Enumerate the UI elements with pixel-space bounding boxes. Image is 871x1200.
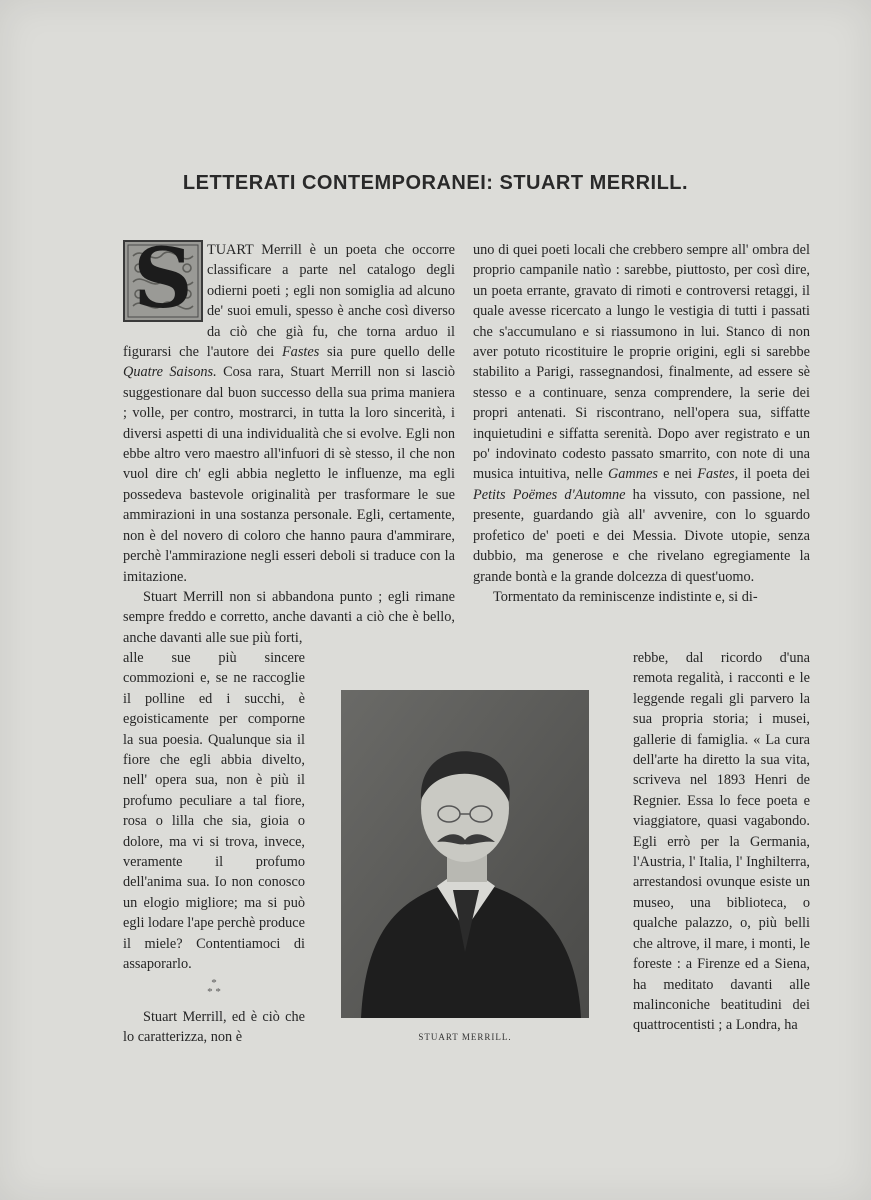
photo-caption: STUART MERRILL. (418, 1032, 512, 1042)
paragraph: alle sue più sincere commozioni e, se ne raccoglie il polline ed i succhi, è egoisticamente per comporne la sua poesia. Qualunque sia il fiore che egli abbia divelto, nell' opera sua, non è più il profumo peculiare a tal fiore, rosa o lilla che sia, gioia o dolore, ma vi si trova, invece, veramente il profumo dell'anima sua. Io non conosco un elogio migliore; ma si può egli lodare l'ape perchè produce il miele? Contentiamoci di assaporarlo. (123, 650, 305, 973)
paragraph: TUART Merrill è un poeta che occorre classificare a parte nel catalogo degli odierni poeti ; egli non somiglia ad alcuno de' suoi emuli, spesso è anche così diverso da ciò che già fu, che torna arduo il figurarsi che l'autore dei Fastes sia pure quello delle Quatre Saisons. Cosa rara, Stuart Merrill non si lasciò suggestionare dal buon successo della sua prima maniera ; volle, per contro, mostrarci, in tutta la loro sincerità, i diversi aspetti di una individualità che si evolve. Egli non ebbe altro vero maestro all'infuori di sè stesso, il che non vuol dire ch' egli abbia negletto le influenze, ma egli possedeva bastevole originalità per trasformare le sue ammirazioni in una sostanza personale. Egli, certamente, non è del novero di coloro che hanno paura d'ammirare, perchè l'ammirazione negli esseri deboli si traduce con la imitazione. (123, 242, 455, 585)
paragraph: uno di quei poeti locali che crebbero sempre all' ombra del proprio campanile natìo : sarebbe, piuttosto, per così dire, un poeta errante, gravato di rimoti e controversi retaggi, il quale avesse ricercato a lungo le vestigia di tutti i passati che s'accumulano e si riassumono in lui. Stanco di non aver potuto ricostituire le proprie origini, egli si sarebbe stabilito a Parigi, rassegnandosi, finalmente, ad essere sè stesso e a continuare, senza comprendere, la serie dei propri antenati. Si riscontrano, nell'opera sua, siffatte inquietudini e siffatta serenità. Dopo aver registrato e un po' indovinato codesto passato smarrito, con note di una musica intuitiva, nelle Gammes e nei Fastes, il poeta dei Petits Poëmes d'Automne ha vissuto, con passione, nel presente, guardando già all' avvenire, con lo sguardo profetico de' poeti e dei Messia. Divote utopie, senza dubbio, ma generose e che rivelano egregiamente la grande bontà e la grande dolcezza di quest'uomo. (473, 242, 810, 585)
column-right-bottom (633, 648, 810, 1036)
page-title: LETTERATI CONTEMPORANEI: STUART MERRILL. (182, 172, 689, 194)
ornamental-initial (123, 240, 203, 322)
paragraph: Stuart Merrill non si abbandona punto ; egli rimane sempre freddo e corretto, anche davanti a ciò che è bello, anche davanti alle sue più forti, (123, 588, 455, 646)
paragraph: rebbe, dal ricordo d'una remota regalità, i racconti e le leggende regali gli parvero la sua propria storia; i musei, gallerie di famiglia. « La cura dell'arte ha diretto la sua vita, scriveva nel 1893 Henri de Regnier. Essa lo fece poeta e viaggiatore, quasi vagabondo. Egli errò per la Germania, l'Austria, l' Italia, l' Inghilterra, arrestandosi ovunque esiste un museo, una biblioteca, o qualche palazzo, o, più belli che altrove, il mare, i monti, le foreste : a Firenze ed a Siena, ha meditato davanti alle malinconiche beatitudini dei quattrocentisti ; a Londra, ha (633, 650, 810, 1034)
portrait-figure-icon (341, 690, 589, 1018)
dropcap-letter: S (133, 240, 193, 322)
portrait-photo (341, 690, 589, 1018)
asterism: * * * (207, 976, 221, 998)
paragraph: Tormentato da reminiscenze indistinte e, si di- (493, 588, 758, 605)
paragraph: Stuart Merrill, ed è ciò che lo caratterizza, non è (123, 1008, 305, 1045)
column-left-bottom (123, 648, 305, 1047)
column-left-top (123, 240, 455, 648)
column-right-top (473, 240, 810, 607)
